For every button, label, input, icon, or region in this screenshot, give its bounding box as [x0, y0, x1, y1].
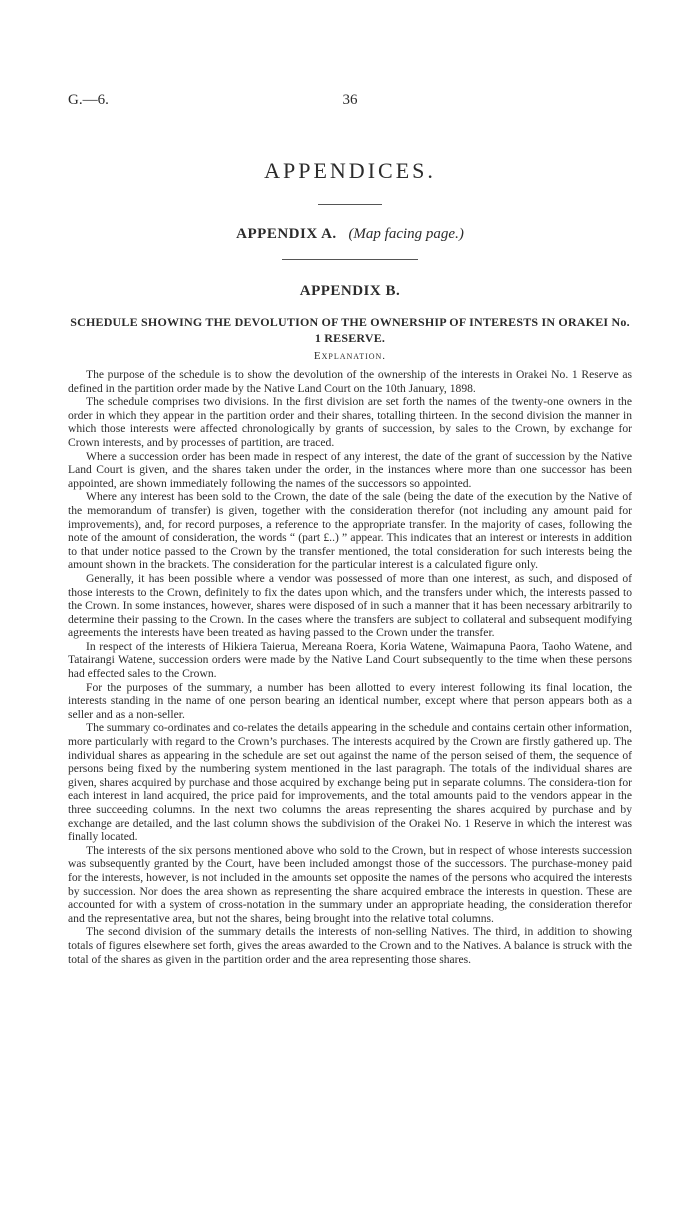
paragraph: The schedule comprises two divisions. In the first division are set forth the names of the twenty-one owners in the order in which they appear in the partition order and their shares, totalling thirteen. In the second division the manner in which those interests were affected chronologically by grants of succession, by sales to the Crown, by exchange for Crown interests, and by processes of partition, are traced. — [68, 395, 632, 449]
paragraph: The purpose of the schedule is to show the devolution of the ownership of the interests in Orakei No. 1 Reserve as defined in the partition order made by the Native Land Court on the 10th January, 1898. — [68, 368, 632, 395]
explanation-body — [68, 368, 632, 966]
explanation-heading: Explanation. — [313, 350, 387, 362]
paragraph: The second division of the summary details the interests of non-selling Natives. The third, in addition to showing totals of figures elsewhere set forth, gives the areas awarded to the Crown and to the Natives. A balance is struck with the total of the shares as given in the partition order and the area representing those shares. — [68, 925, 632, 966]
paragraph: The interests of the six persons mentioned above who sold to the Crown, but in respect of whose interests succession was subsequently granted by the Court, have been included amongst those of the successors. The purchase-money paid for the interests, however, is not included in the amounts set opposite the names of the persons who acquired the interests by succession. Nor does the area shown as representing the share acquired embrace the interests in question. These are accounted for with a system of cross-notation in the summary under an appropriate heading, the consideration therefor and the representative area, but not the shares, being brought into the relative total columns. — [68, 843, 632, 925]
page-title: APPENDICES. — [264, 158, 436, 183]
appendix-b-heading: APPENDIX B. — [299, 283, 401, 299]
title-divider — [318, 204, 382, 205]
appendix-divider — [282, 259, 418, 260]
appendix-a-note: (Map facing page.) — [348, 226, 464, 242]
paragraph: Where a succession order has been made in respect of any interest, the date of the grant of succession by the Native Land Court is given, and the shares taken under the order, in the instances where more than one successor has been appointed, are shown immediately following the names of the successors so appointed. — [68, 449, 632, 490]
paragraph: The summary co-ordinates and co-relates the details appearing in the schedule and contains certain other information, more particularly with regard to the Crown’s purchases. The interests acquired by the Crown are firstly gathered up. The individual shares as appearing in the schedule are set out against the name of the person seised of them, the sequence of persons being fixed by the numbering system mentioned in the last paragraph. The totals of the individual shares are given, shares acquired by purchase and those acquired by exchange being put in separate columns. The considera-tion for each interest in land acquired, the price paid for improvements, and the total amounts paid to the vendors appear in the three succeeding columns. In the next two columns the areas representing the shares acquired by purchase and by exchange are detailed, and the last column shows the subdivision of the Orakei No. 1 Reserve in which the interest was finally located. — [68, 721, 632, 844]
page-header — [68, 92, 632, 112]
parliamentary-paper-reference: G.—6. — [68, 92, 109, 108]
appendix-a-heading — [0, 226, 700, 243]
page-number: 36 — [342, 92, 358, 108]
paragraph: In respect of the interests of Hikiera Taierua, Mereana Roera, Koria Watene, Waimapuna Paora, Taoho Watene, and Tatairangi Watene, succession orders were made by the Native Land Court subsequently to the time when these persons had effected sales to the Crown. — [68, 639, 632, 681]
appendix-a-label: APPENDIX A. — [236, 226, 337, 242]
paragraph: For the purposes of the summary, a number has been allotted to every interest following its final location, the interests standing in the name of one person bearing an identical number, except where that person appears both as a seller and as a non-seller. — [68, 680, 632, 721]
paragraph: Generally, it has been possible where a vendor was possessed of more than one interest, as such, and disposed of those interests to the Crown, definitely to fix the dates upon which, and the transfers under which, the interests passed to the Crown. In some instances, however, shares were disposed of in such a manner that it has been necessary arbitrarily to determine their passing to the Crown. In the cases where the transfers are subject to collateral and subsequent modifying agreements the interests have been treated as having passed to the Crown under the transfer. — [68, 571, 632, 640]
schedule-heading: SCHEDULE SHOWING THE DEVOLUTION OF THE OWNERSHIP OF INTERESTS IN ORAKEI No. 1 RESERVE. — [70, 315, 630, 345]
paragraph: Where any interest has been sold to the Crown, the date of the sale (being the date of the execution by the Native of the memorandum of transfer) is given, together with the consideration therefor (not including any amount paid for improvements), and, for record purposes, a reference to the appropriate transfer. In the majority of cases, following the note of the amount of consideration, the words “ (part £..) ” appear. This indicates that an interest or interests in addition to that under notice passed to the Crown by the transfer mentioned, the total consideration for such interests being the amount shown in the brackets. The consideration for the particular interest is a calculated figure only. — [68, 490, 632, 572]
